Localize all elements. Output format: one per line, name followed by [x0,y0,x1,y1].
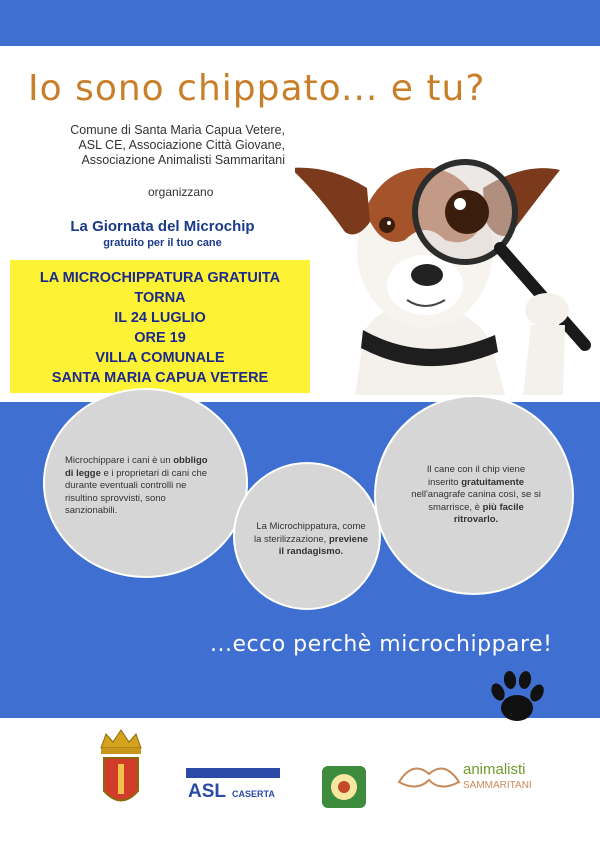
organizer-line: Associazione Animalisti Sammaritani [81,153,285,167]
info-circle-registry [374,395,574,595]
announcement-line: LA MICROCHIPPATURA GRATUITA [39,270,281,286]
animalisti-logo-text: animalisti [463,761,526,778]
organizer-line: ASL CE, Associazione Città Giovane, [78,138,285,152]
animalisti-logo [395,752,535,798]
info-circle-law [43,388,248,578]
poster-title: Io sono chippato... e tu? [28,68,486,109]
info-circle-text: La Microchippatura, come la sterilizzazione, previene il randagismo. [253,521,369,557]
dog-magnifier-image [295,140,595,395]
animalisti-logo-subtext: SAMMARITANI [463,780,532,791]
organizzano-label: organizzano [148,185,214,199]
asl-logo [186,768,280,800]
municipal-crest-icon [96,726,146,812]
tagline: ...ecco perchè microchippare! [210,632,553,657]
info-circle-text: Microchippare i cani è un obbligo di legge e i proprietari di cani che durante eventuali controlli ne risultino sprovvisti, sono sanzionabili. [65,455,208,516]
announcement-line: TORNA [134,290,186,306]
green-logo [322,766,366,808]
asl-logo-text: ASL [188,781,226,800]
announcement-line: VILLA COMUNALE [95,350,225,366]
info-circle-text: Il cane con il chip viene inserito gratuitamente nell'anagrafe canina così, se si smarrisce, è più facile ritrovarlo. [411,464,541,525]
top-blue-band [0,0,600,46]
organizers-list [20,123,285,168]
announcement-box [10,260,310,393]
info-circle-stray [233,462,381,610]
paw-icon [486,668,546,728]
announcement-line: ORE 19 [134,330,186,346]
event-subtitle: gratuito per il tuo cane [103,237,222,249]
announcement-line: SANTA MARIA CAPUA VETERE [51,370,269,386]
announcement-line: IL 24 LUGLIO [114,310,206,326]
asl-logo-subtext: CASERTA [232,789,275,799]
event-title: La Giornata del Microchip [70,218,255,235]
organizer-line: Comune di Santa Maria Capua Vetere, [70,123,285,137]
